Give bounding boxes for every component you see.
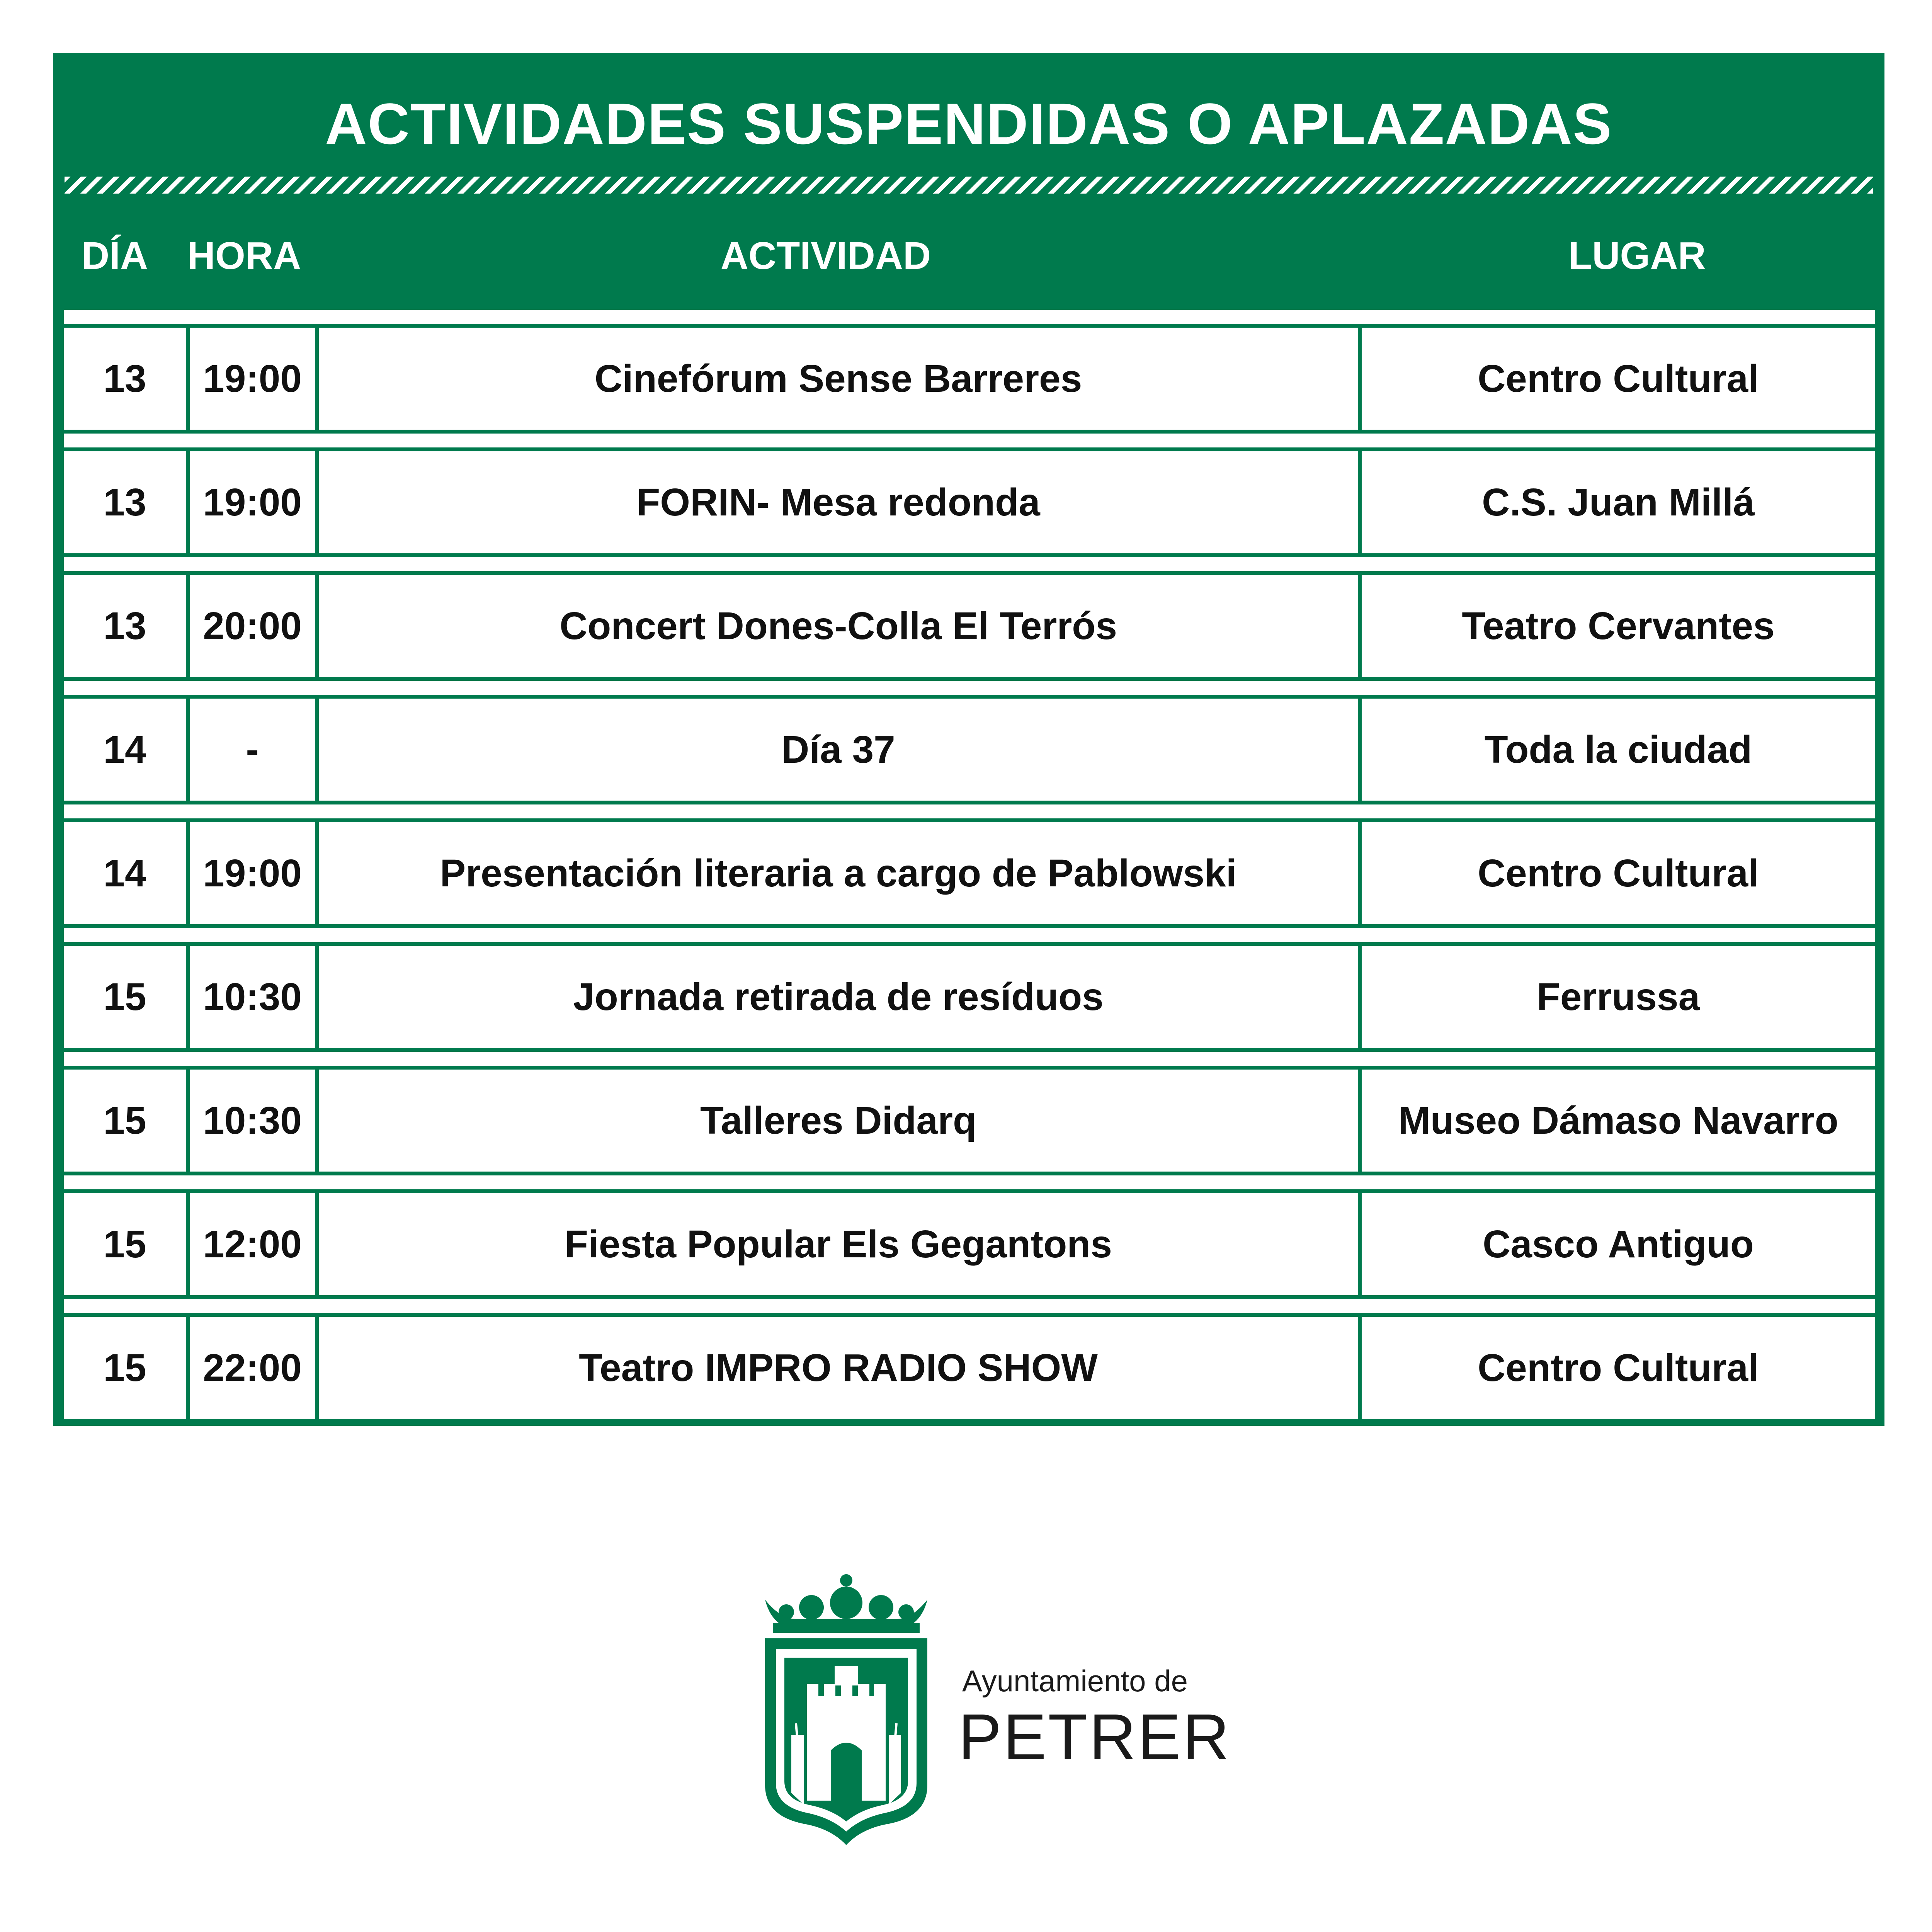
column-divider [315,328,319,434]
header-lugar: LUGAR [1568,234,1706,277]
column-divider [186,946,190,1052]
activities-table [64,310,1875,1423]
cell-actividad: Talleres Didarq [700,1099,977,1142]
column-divider [186,575,190,681]
table-row [64,804,1875,928]
cell-hora: 10:30 [203,1099,302,1142]
column-divider [315,575,319,681]
column-divider [1358,451,1362,557]
table-row [64,557,1875,681]
column-divider [315,946,319,1052]
column-divider [186,451,190,557]
petrer-coat-of-arms-icon [757,1569,935,1847]
cell-lugar: Ferrussa [1536,975,1700,1019]
cell-dia: 13 [103,480,146,524]
cell-hora: 19:00 [203,357,302,400]
cell-lugar: C.S. Juan Millá [1482,480,1755,524]
cell-actividad: FORIN- Mesa redonda [636,480,1040,524]
cell-lugar: Toda la ciudad [1484,728,1752,771]
header-hora: HORA [187,234,301,277]
header-actividad: ACTIVIDAD [720,234,931,277]
cell-dia: 13 [103,604,146,648]
cell-hora: - [246,728,259,771]
cell-dia: 15 [103,1222,146,1266]
column-divider [186,1193,190,1299]
column-divider [315,451,319,557]
cell-hora: 20:00 [203,604,302,648]
cell-lugar: Casco Antiguo [1483,1222,1754,1266]
cell-hora: 19:00 [203,851,302,895]
cell-dia: 14 [103,728,146,771]
column-divider [1358,1193,1362,1299]
column-divider [186,328,190,434]
cell-actividad: Teatro IMPRO RADIO SHOW [579,1346,1098,1389]
cell-hora: 10:30 [203,975,302,1019]
table-row [64,928,1875,1052]
column-divider [315,1317,319,1423]
column-divider [1358,946,1362,1052]
cell-actividad: Fiesta Popular Els Gegantons [565,1222,1112,1266]
cell-lugar: Centro Cultural [1478,1346,1759,1389]
table-row [64,681,1875,804]
table-row [64,1175,1875,1299]
column-divider [1358,1317,1362,1423]
cell-dia: 15 [103,1346,146,1389]
cell-lugar: Museo Dámaso Navarro [1398,1099,1838,1142]
cell-actividad: Jornada retirada de resíduos [573,975,1104,1019]
activities-panel [53,53,1884,1426]
cell-lugar: Centro Cultural [1478,851,1759,895]
cell-dia: 13 [103,357,146,400]
table-row [64,1299,1875,1423]
column-divider [315,1193,319,1299]
table-row [64,434,1875,557]
column-divider [1358,822,1362,928]
page-title: ACTIVIDADES SUSPENDIDAS O APLAZADAS [325,91,1612,156]
cell-dia: 15 [103,975,146,1019]
cell-dia: 14 [103,851,146,895]
column-divider [315,1070,319,1175]
cell-lugar: Teatro Cervantes [1462,604,1775,648]
cell-lugar: Centro Cultural [1478,357,1759,400]
cell-actividad: Cinefórum Sense Barreres [594,357,1082,400]
cell-hora: 12:00 [203,1222,302,1266]
logo-title: PETRER [958,1701,1231,1773]
column-divider [186,1070,190,1175]
cell-actividad: Concert Dones-Colla El Terrós [560,604,1117,648]
logo-subtitle: Ayuntamiento de [962,1664,1188,1698]
column-divider [1358,1070,1362,1175]
table-row [64,310,1875,434]
column-divider [186,1317,190,1423]
column-divider [1358,575,1362,681]
hatched-divider [65,177,1873,194]
column-divider [315,699,319,804]
column-divider [315,822,319,928]
cell-actividad: Día 37 [781,728,895,771]
header-dia: DÍA [81,234,148,277]
column-divider [1358,699,1362,804]
cell-hora: 19:00 [203,480,302,524]
column-divider [1358,328,1362,434]
column-divider [186,699,190,804]
column-divider [186,822,190,928]
cell-actividad: Presentación literaria a cargo de Pablowski [440,851,1237,895]
cell-dia: 15 [103,1099,146,1142]
table-row [64,1052,1875,1175]
cell-hora: 22:00 [203,1346,302,1389]
